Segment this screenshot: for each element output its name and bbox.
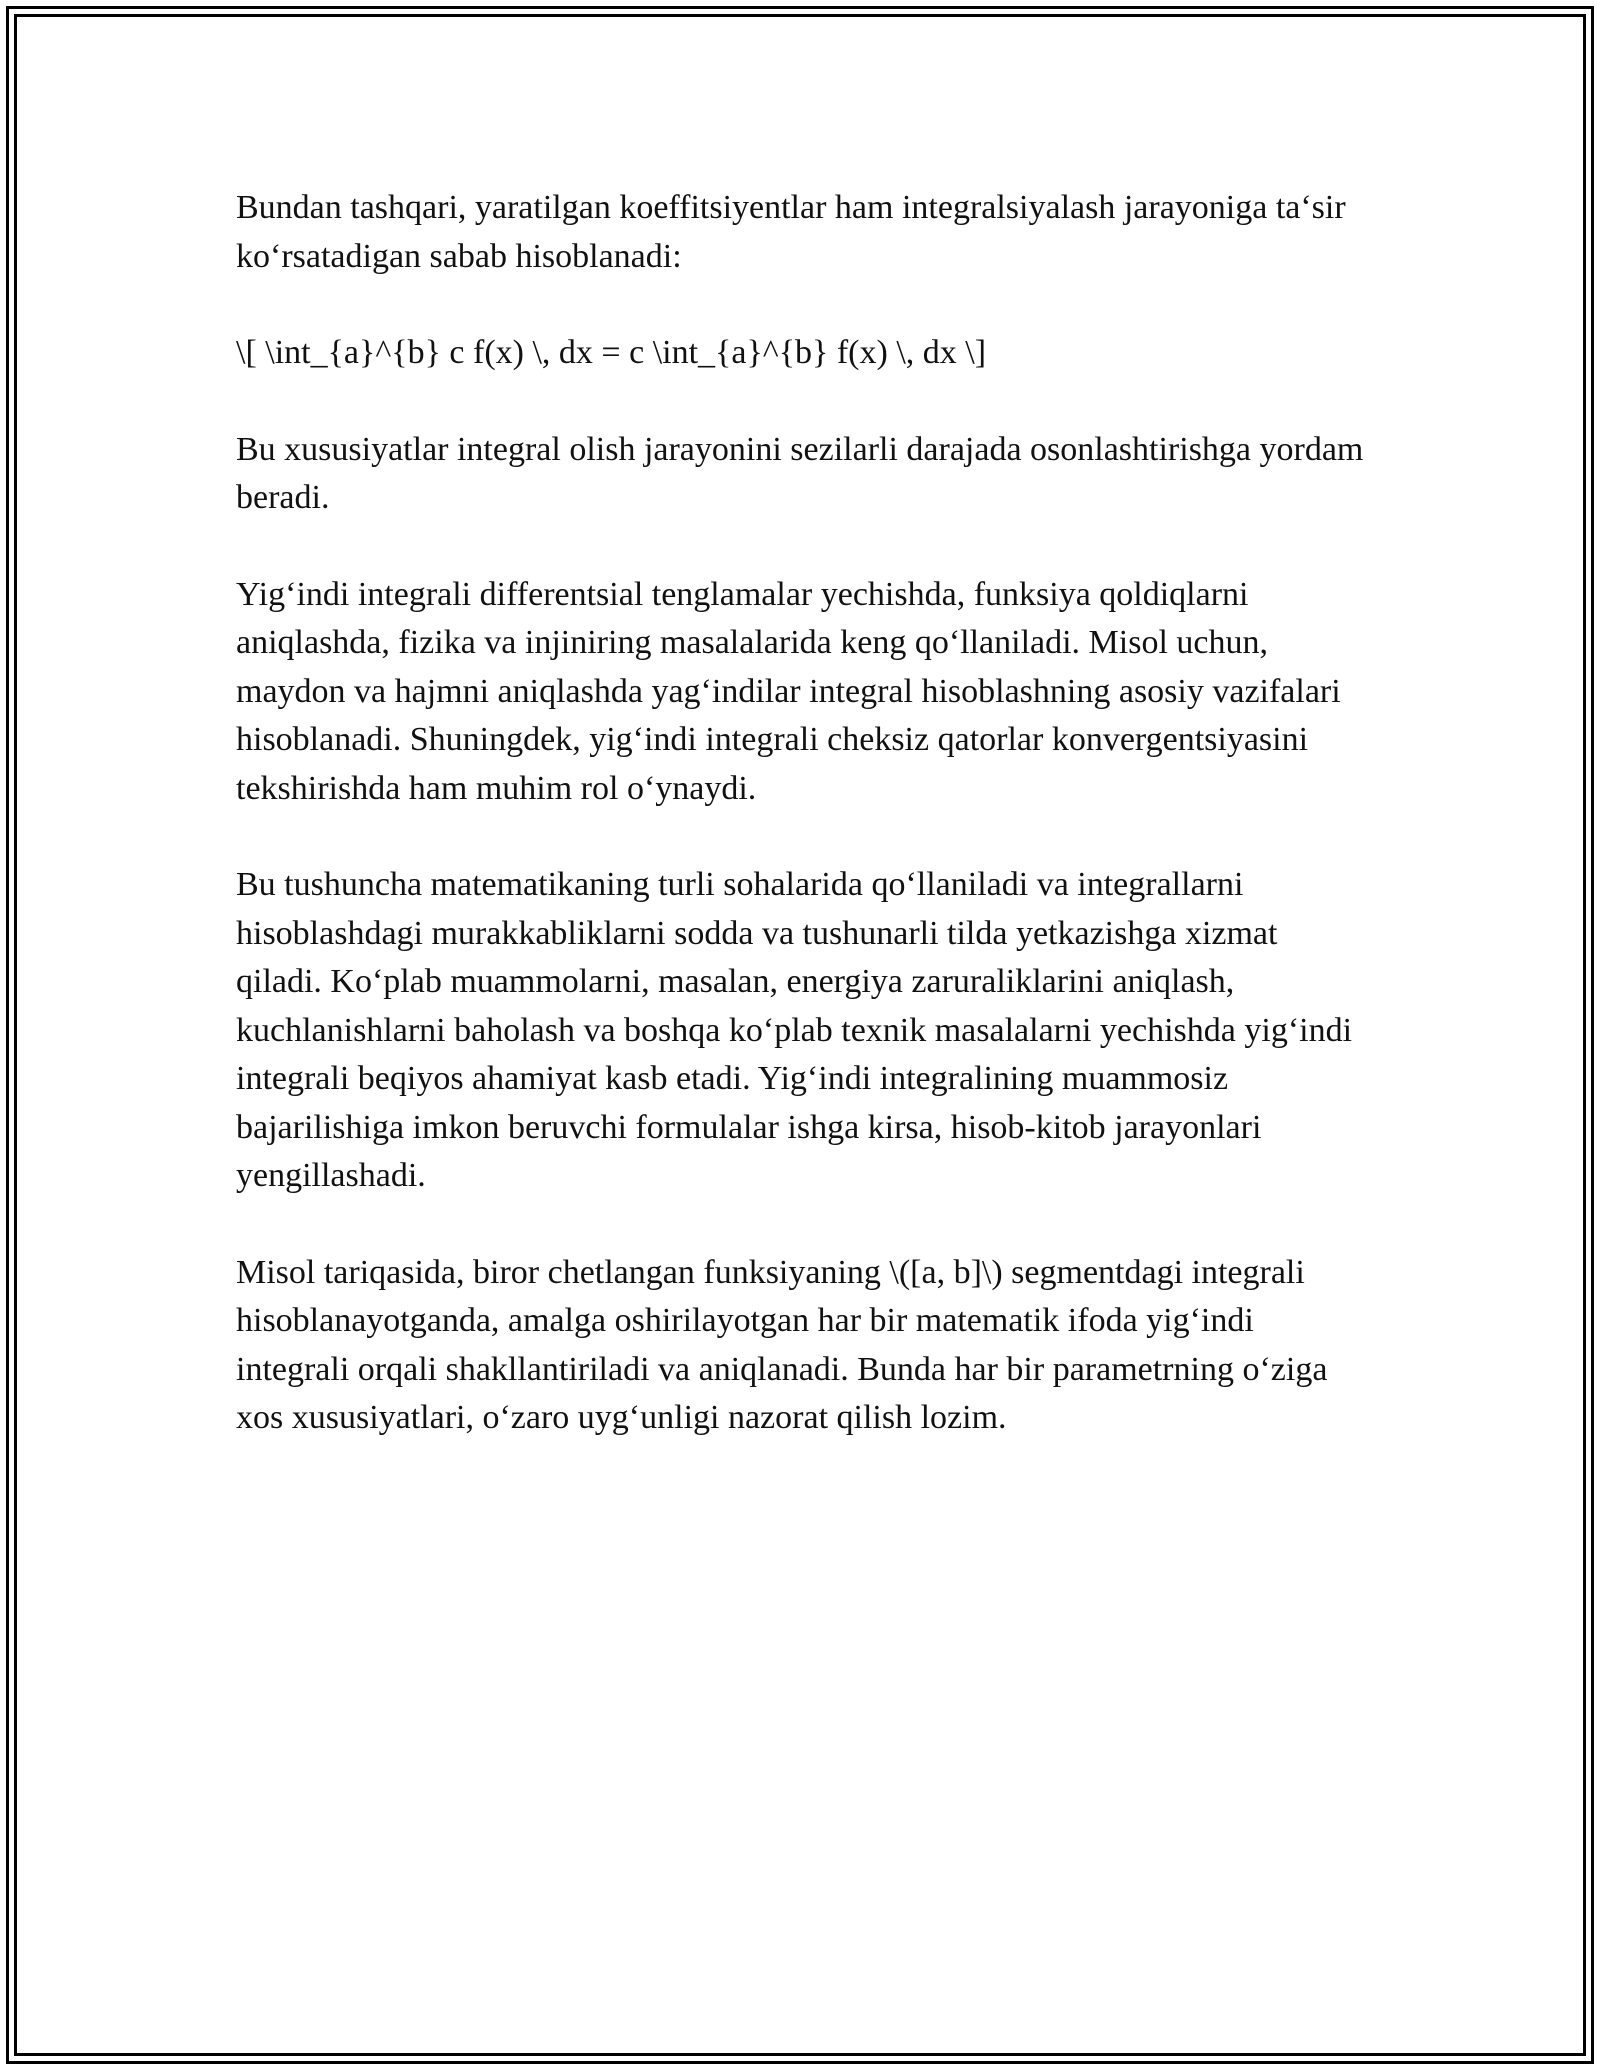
paragraph-fields: Bu tushuncha matematikaning turli sohalarida qo‘llaniladi va integrallarni hisoblashdagi murakkabliklarni sodda va tushunarli tilda yetkazishga xizmat qiladi. Ko‘plab muammolarni, masalan, energiya zaruraliklarini aniqlash, kuchlanishlarni baholash va boshqa ko‘plab texnik masalalarni yechishda yig‘indi integrali beqiyos ahamiyat kasb etadi. Yig‘indi integralining muammosiz bajarilishiga imkon beruvchi formulalar ishga kirsa, hisob-kitob jarayonlari yengillashadi.: [236, 866, 1353, 1194]
paragraph-coefficients: Bundan tashqari, yaratilgan koeffitsiyentlar ham integralsiyalash jarayoniga ta‘sir ko‘rsatadigan sabab hisoblanadi:: [236, 189, 1346, 275]
paragraph-properties: Bu xususiyatlar integral olish jarayonini sezilarli darajada osonlashtirishga yordam beradi.: [236, 430, 1364, 516]
formula-constant-multiple: \[ \int_{a}^{b} c f(x) \, dx = c \int_{a}^{b} f(x) \, dx \]: [236, 334, 987, 371]
document-body: [236, 184, 1366, 1491]
paragraph-example: Misol tariqasida, biror chetlangan funksiyaning \([a, b]\) segmentdagi integrali hisoblanayotganda, amalga oshirilayotgan har bir matematik ifoda yig‘indi integrali orqali shakllantiriladi va aniqlanadi. Bunda har bir parametrning o‘ziga xos xususiyatlari, o‘zaro uyg‘unligi nazorat qilish lozim.: [236, 1253, 1328, 1436]
paragraph-applications: Yig‘indi integrali differentsial tenglamalar yechishda, funksiya qoldiqlarni aniqlashda, fizika va injiniring masalalarida keng qo‘llaniladi. Misol uchun, maydon va hajmni aniqlashda yag‘indilar integral hisoblashning asosiy vazifalari hisoblanadi. Shuningdek, yig‘indi integrali cheksiz qatorlar konvergentsiyasini tekshirishda ham muhim rol o‘ynaydi.: [236, 575, 1341, 807]
